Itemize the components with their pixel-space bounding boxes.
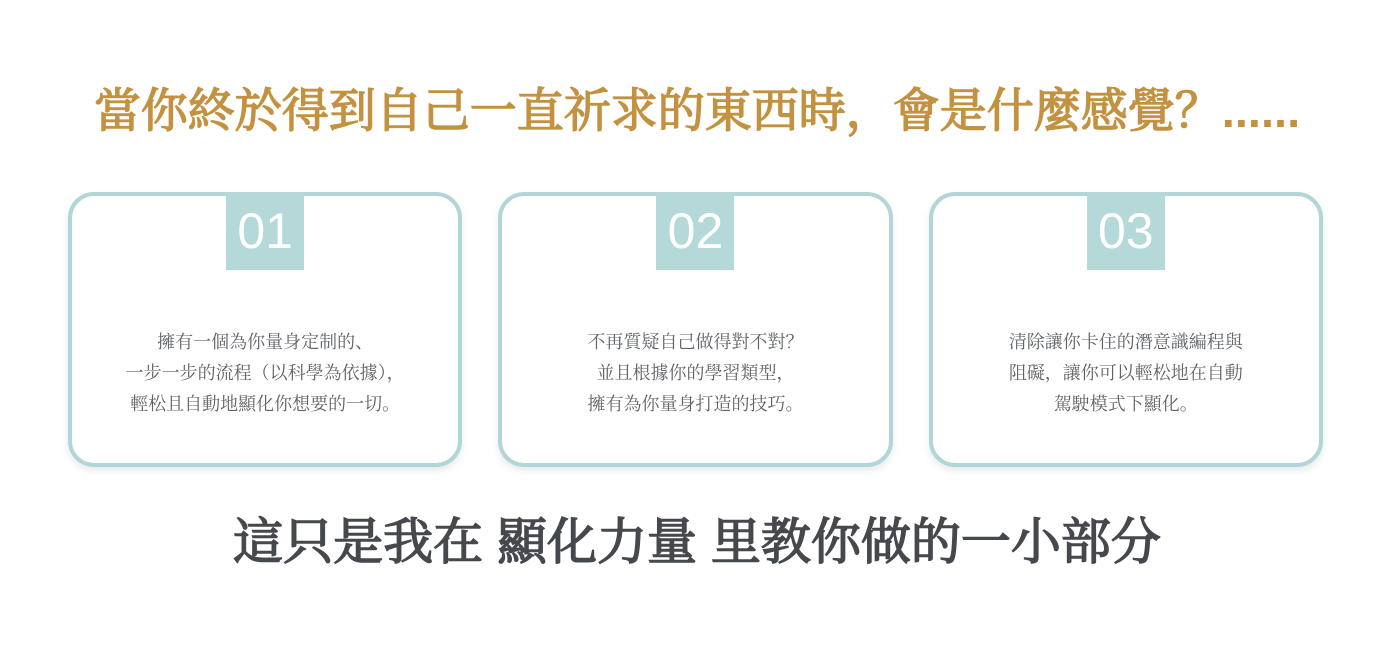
card-2-description (510, 327, 880, 420)
card-2-line-2: 並且根據你的學習類型， (596, 363, 795, 383)
card-2-number-badge: 02 (656, 192, 734, 270)
card-1-number-badge: 01 (226, 192, 304, 270)
feature-cards-row (68, 192, 1323, 467)
feature-card-1 (68, 192, 462, 467)
card-3-number-badge: 03 (1087, 192, 1165, 270)
card-1-line-1: 擁有一個為你量身定制的、 (157, 332, 374, 352)
section-subtitle: 這只是我在 顯化力量 里教你做的一小部分 (233, 514, 1161, 570)
card-1-line-2: 一步一步的流程（以科學為依據）， (125, 363, 405, 383)
card-2-line-3: 擁有為你量身打造的技巧。 (587, 394, 804, 414)
card-3-line-1: 清除讓你卡住的潛意識編程與 (1008, 332, 1243, 352)
card-3-description (941, 327, 1311, 420)
feature-card-2 (498, 192, 892, 467)
card-1-line-3: 輕松且自動地顯化你想要的一切。 (130, 394, 401, 414)
card-3-line-2: 阻礙，讓你可以輕松地在自動 (1008, 363, 1243, 383)
feature-card-3 (929, 192, 1323, 467)
page-title: 當你終於得到自己一直祈求的東西時，會是什麼感覺？...... (93, 84, 1301, 137)
card-2-line-1: 不再質疑自己做得對不對？ (587, 332, 804, 352)
card-3-line-3: 駕駛模式下顯化。 (1053, 394, 1198, 414)
card-1-description (80, 327, 450, 420)
